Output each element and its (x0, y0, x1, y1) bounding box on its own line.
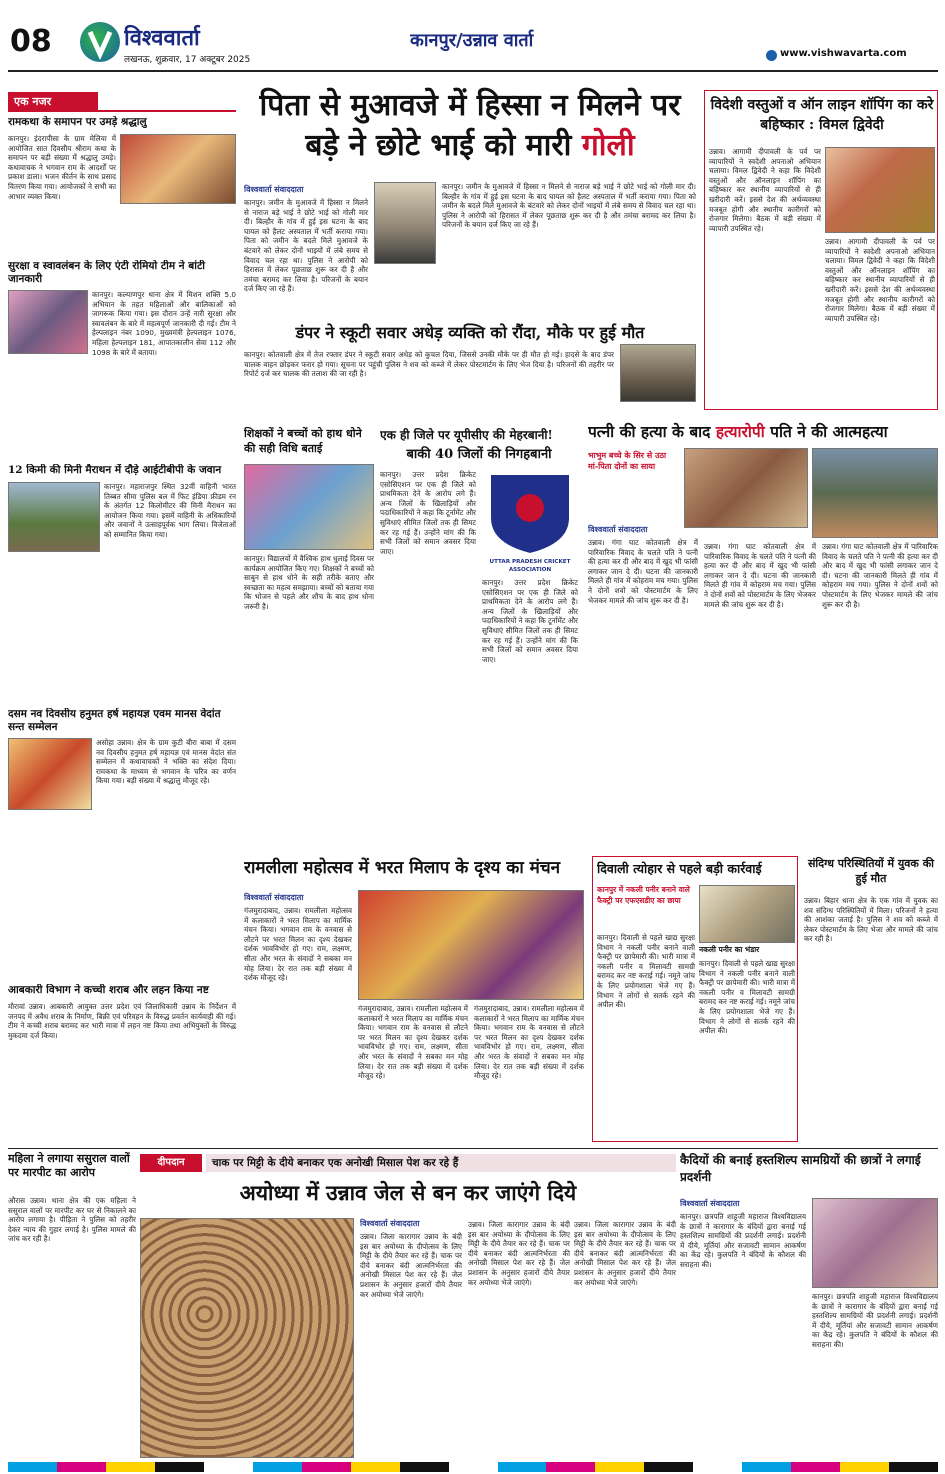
ramleela-photo (358, 890, 584, 1000)
dumper-body: कानपुर। कोतवाली क्षेत्र में तेज रफ्तार डंपर ने स्कूटी सवार अधेड़ को कुचल दिया, जिससे उनकी मौके पर ही मौत हो गई। हादसे के बाद डंपर चालक वाहन छोड़कर फरार हो गया। सूचना पर पहुंची पुलिस ने शव को कब्जे में लेकर पोस्टमार्टम के लिए भेज दिया है। परिजनों की तहरीर पर रिपोर्ट दर्ज कर चालक की तलाश की जा रही है। (244, 350, 614, 379)
item-title: दसम नव दिवसीय हनुमत हर्ष महायज्ञ एवम मानस वेदांत सन्त सम्मेलन (8, 708, 221, 733)
item-ramkatha (8, 116, 236, 258)
deepdan-photo (140, 1218, 354, 1458)
upca-headline-1: एक ही जिले पर यूपीसीए की मेहरबानी! (380, 428, 553, 442)
upca-logo-text: UTTAR PRADESH CRICKET ASSOCIATION (489, 559, 571, 573)
videshi-story (704, 90, 938, 410)
ramleela-body: गंजमुरादाबाद, उन्नाव। रामलीला महोत्सव में कलाकारों ने भरत मिलाप का मार्मिक मंचन किया। भगवान राम के वनवास से लौटने पर भरत मिलन का दृश्य देखकर दर्शक भावविभोर हो गए। राम, लक्ष्मण, सीता और भरत के संवादों ने सबका मन मोह लिया। देर रात तक बड़ी संख्या में दर्शक मौजूद रहे। (244, 906, 352, 983)
item-body: असोहा उन्नाव। क्षेत्र के ग्राम कुटी बीरा बाबा में दसम नव दिवसीय हनुमत हर्ष महायज्ञ एवं मानस वेदांत संत सम्मेलन में कथावाचकों ने भक्ति का संदेश दिया। रामकथा के माध्यम से भगवान के चरित्र का वर्णन किया गया। बड़ी संख्या में श्रद्धालु मौजूद रहे। (96, 738, 236, 786)
deepdan-tag: दीपदान (140, 1154, 202, 1172)
diwali-photo (699, 885, 795, 943)
sandigdh-story (804, 856, 938, 1142)
page-header (0, 0, 945, 76)
patni-body: उन्नाव। गंगा घाट कोतवाली क्षेत्र में पारिवारिक विवाद के चलते पति ने पत्नी की हत्या कर दी और बाद में खुद भी फांसी लगाकर जान दे दी। घटना की जानकारी मिलते ही गांव में कोहराम मच गया। पुलिस ने दोनों शवों को पोस्टमार्टम के लिए भेजकर मामले की जांच शुरू कर दी है। (588, 538, 698, 605)
diwali-kicker: कानपुर में नकली पनीर बनाने वाले फैक्ट्री पर एफएसडीए का छापा (597, 885, 690, 905)
item-suraksha (8, 260, 236, 462)
item-title: सुरक्षा व स्वावलंबन के लिए एंटी रोमियो टीम ने बांटी जानकारी (8, 260, 205, 285)
item-hanumat (8, 708, 236, 978)
patni-headline (588, 420, 938, 446)
lead-photo (374, 182, 436, 264)
lead-headline-text: पिता से मुआवजे में हिस्सा न मिलने पर बड़े ने छोटे भाई को मारी (259, 88, 681, 163)
deepdan-byline: विश्ववार्ता संवाददाता (360, 1219, 420, 1228)
lead-body-cont: कानपुर। जमीन के मुआवजे में हिस्सा न मिलने से नाराज बड़े भाई ने छोटे भाई को गोली मार दी। बिल्हौर के गांव में हुई इस घटना के बाद घायल को हैलट अस्पताल में भर्ती कराया गया। पिता को जमीन के बदले मिले मुआवजे के बंटवारे को लेकर दोनों भाइयों में लंबे समय से विवाद चल रहा था। पुलिस ने आरोपी को हिरासत में लेकर पूछताछ शुरू कर दी है और तमंचा बरामद कर लिया है। परिजनों के बयान दर्ज किए जा रहे हैं। (442, 182, 696, 230)
dumper-headline: डंपर ने स्कूटी सवार अधेड़ व्यक्ति को रौंदा, मौके पर हुई मौत (295, 323, 645, 342)
ek-nazar-rule (8, 110, 236, 112)
diwali-headline: दिवाली त्योहार से पहले बड़ी कार्रवाई (597, 861, 762, 876)
lead-headline (244, 86, 696, 170)
header-rule (8, 70, 938, 72)
kaidi-body-cont: कानपुर। छत्रपति शाहूजी महाराज विश्वविद्यालय के छात्रों ने कारागार के बंदियों द्वारा बनाई गई हस्तशिल्प सामग्रियों की प्रदर्शनी लगाई। प्रदर्शनी में दीये, मूर्तियां और सजावटी सामान आकर्षण का केंद्र रहे। कुलपति ने बंदियों के कौशल की सराहना की। (812, 1292, 938, 1349)
mahila-body: औरास उन्नाव। थाना क्षेत्र की एक महिला ने ससुराल वालों पर मारपीट कर घर से निकालने का आरोप लगाया है। पीड़िता ने पुलिस को तहरीर देकर न्याय की गुहार लगाई है। पुलिस मामले की जांच कर रही है। (8, 1196, 136, 1244)
lead-byline: विश्ववार्ता संवाददाता (244, 185, 304, 194)
deepdan-body-cont-2: उन्नाव। जिला कारागार उन्नाव के बंदी इस बार अयोध्या के दीपोत्सव के लिए मिट्टी के दीये तैयार कर रहे हैं। चाक पर दीये बनाकर बंदी आत्मनिर्भरता की अनोखी मिसाल पेश कर रहे हैं। जेल प्रशासन के अनुसार हजारों दीये तैयार कर अयोध्या भेजे जाएंगे। (574, 1220, 676, 1287)
deepdan-body-cont: उन्नाव। जिला कारागार उन्नाव के बंदी इस बार अयोध्या के दीपोत्सव के लिए मिट्टी के दीये तैयार कर रहे हैं। चाक पर दीये बनाकर बंदी आत्मनिर्भरता की अनोखी मिसाल पेश कर रहे हैं। जेल प्रशासन के अनुसार हजारों दीये तैयार कर अयोध्या भेजे जाएंगे। (468, 1220, 570, 1287)
patni-headline-text: पत्नी की हत्या के बाद (588, 422, 711, 441)
patni-headline-text-2: पति ने की आत्महत्या (770, 422, 888, 441)
upca-headline-2: बाकी 40 जिलों की निगहबानी (406, 447, 552, 462)
page-number: 08 (10, 24, 52, 59)
sandigdh-body: उन्नाव। बिहार थाना क्षेत्र के एक गांव में युवक का शव संदिग्ध परिस्थितियों में मिला। परिजनों ने हत्या की आशंका जताई है। पुलिस ने शव को कब्जे में लेकर पोस्टमार्टम के लिए भेजा और मामले की जांच कर रही है। (804, 896, 938, 944)
shikshak-body: कानपुर। विद्यालयों में वैश्विक हाथ धुलाई दिवस पर कार्यक्रम आयोजित किए गए। शिक्षकों ने बच्चों को साबुन से हाथ धोने के सही तरीके बताए और स्वच्छता का महत्व समझाया। बच्चों को बताया गया कि भोजन से पहले और शौच के बाद हाथ धोना जरूरी है। (244, 554, 374, 611)
patni-kicker: भाभुम बच्चे के सिर से उठा मां-पिता दोनों का साया (588, 451, 667, 471)
sandigdh-headline: संदिग्ध परिस्थितियों में युवक की हुई मौत (808, 857, 934, 885)
item-body: मौरावां उन्नाव। आबकारी आयुक्त उत्तर प्रदेश एवं जिलाधिकारी उन्नाव के निर्देशन में जनपद में अवैध शराब के निर्माण, बिक्री एवं परिवहन के विरुद्ध प्रवर्तन कार्यवाही की गई। टीम ने कच्ची शराब बरामद कर भारी मात्रा में लहन नष्ट किया तथा अभियुक्तों के विरुद्ध मुकदमा दर्ज किया। (8, 1002, 236, 1040)
ramleela-byline: विश्ववार्ता संवाददाता (244, 893, 304, 902)
item-photo (8, 482, 100, 552)
kaidi-photo (812, 1198, 938, 1288)
ramleela-headline: रामलीला महोत्सव में भरत मिलाप के दृश्य का मंचन (244, 858, 561, 878)
section-title: कानपुर/उन्नाव वार्ता (410, 30, 534, 51)
left-column (8, 92, 236, 1212)
diwali-sub: नकली पनीर का भंडार (699, 945, 760, 954)
upca-story (380, 426, 578, 846)
item-title: 12 किमी की मिनी मैराथन में दौड़े आईटीबीपी के जवान (8, 464, 222, 476)
videshi-body: उन्नाव। आगामी दीपावली के पर्व पर व्यापारियों ने स्वदेशी अपनाओ अभियान चलाया। विमल द्विवेदी ने कहा कि विदेशी वस्तुओं और ऑनलाइन शॉपिंग का बहिष्कार कर स्थानीय व्यापारियों से ही खरीदारी करें। इससे देश की अर्थव्यवस्था मजबूत होगी और स्थानीय कारीगरों को रोजगार मिलेगा। बैठक में बड़ी संख्या में व्यापारी उपस्थित रहे। (709, 147, 821, 233)
shikshak-photo (244, 464, 374, 550)
ramleela-body-cont: गंजमुरादाबाद, उन्नाव। रामलीला महोत्सव में कलाकारों ने भरत मिलाप का मार्मिक मंचन किया। भगवान राम के वनवास से लौटने पर भरत मिलन का दृश्य देखकर दर्शक भावविभोर हो गए। राम, लक्ष्मण, सीता और भरत के संवादों ने सबका मन मोह लिया। देर रात तक बड़ी संख्या में दर्शक मौजूद रहे। (358, 1004, 468, 1081)
bottom-rule (8, 1148, 938, 1149)
ek-nazar-label: एक नजर (8, 92, 98, 110)
diwali-story (592, 856, 798, 1142)
kaidi-body: कानपुर। छत्रपति शाहूजी महाराज विश्वविद्यालय के छात्रों ने कारागार के बंदियों द्वारा बनाई गई हस्तशिल्प सामग्रियों की प्रदर्शनी लगाई। प्रदर्शनी में दीये, मूर्तियां और सजावटी सामान आकर्षण का केंद्र रहे। कुलपति ने बंदियों के कौशल की सराहना की। (680, 1212, 806, 1269)
mahila-story (8, 1150, 136, 1458)
item-title: आबकारी विभाग ने कच्ची शराब और लहन किया नष्ट (8, 984, 209, 996)
diwali-body: कानपुर। दिवाली से पहले खाद्य सुरक्षा विभाग ने नकली पनीर बनाने वाली फैक्ट्री पर छापेमारी की। भारी मात्रा में नकली पनीर व मिलावटी सामग्री बरामद कर नष्ट कराई गई। नमूने जांच के लिए प्रयोगशाला भेजे गए हैं। विभाग ने लोगों से सतर्क रहने की अपील की। (597, 933, 695, 1010)
videshi-headline: विदेशी वस्तुओं व ऑन लाइन शॉपिंग का करे बहिष्कार : विमल द्विवेदी (710, 97, 934, 133)
item-photo (120, 134, 236, 204)
shikshak-headline: शिक्षकों ने बच्चों को हाथ धोने की सही विधि बताई (244, 427, 362, 455)
masthead-logo-icon (80, 22, 120, 62)
kaidi-headline: कैदियों की बनाई हस्तशिल्प सामग्रियों की छात्रों ने लगाई प्रदर्शनी (680, 1153, 921, 1184)
paper-name: विश्ववार्ता (124, 26, 200, 50)
videshi-body-cont: उन्नाव। आगामी दीपावली के पर्व पर व्यापारियों ने स्वदेशी अपनाओ अभियान चलाया। विमल द्विवेदी ने कहा कि विदेशी वस्तुओं और ऑनलाइन शॉपिंग का बहिष्कार कर स्थानीय व्यापारियों से ही खरीदारी करें। इससे देश की अर्थव्यवस्था मजबूत होगी और स्थानीय कारीगरों को रोजगार मिलेगा। बैठक में बड़ी संख्या में व्यापारी उपस्थित रहे। (825, 237, 935, 323)
deepdan-body: उन्नाव। जिला कारागार उन्नाव के बंदी इस बार अयोध्या के दीपोत्सव के लिए मिट्टी के दीये तैयार कर रहे हैं। चाक पर दीये बनाकर बंदी आत्मनिर्भरता की अनोखी मिसाल पेश कर रहे हैं। जेल प्रशासन के अनुसार हजारों दीये तैयार कर अयोध्या भेजे जाएंगे। (360, 1232, 462, 1299)
patni-story (584, 420, 938, 850)
deepdan-headline: अयोध्या में उन्नाव जेल से बन कर जाएंगे दिये (239, 1180, 577, 1205)
diwali-body-cont: कानपुर। दिवाली से पहले खाद्य सुरक्षा विभाग ने नकली पनीर बनाने वाली फैक्ट्री पर छापेमारी की। भारी मात्रा में नकली पनीर व मिलावटी सामग्री बरामद कर नष्ट कराई गई। नमूने जांच के लिए प्रयोगशाला भेजे गए हैं। विभाग ने लोगों से सतर्क रहने की अपील की। (699, 959, 795, 1036)
lead-story (244, 86, 696, 316)
lead-headline-red: गोली (581, 128, 635, 163)
patni-headline-red: हत्यारोपी (715, 422, 765, 441)
upca-body-cont: कानपुर। उत्तर प्रदेश क्रिकेट एसोसिएशन पर एक ही जिले को प्राथमिकता देने के आरोप लगे हैं। अन्य जिलों के खिलाड़ियों और पदाधिकारियों ने कहा कि टूर्नामेंट और सुविधाएं सीमित जिलों तक ही सिमट कर रह गई हैं। उन्होंने मांग की कि सभी जिलों को समान अवसर दिया जाए। (482, 578, 578, 664)
mahila-headline: महिला ने लगाया ससुराल वालों पर मारपीट का आरोप (8, 1152, 130, 1179)
patni-photo-1 (684, 448, 808, 528)
item-photo (8, 290, 88, 354)
patni-photo-2 (812, 448, 938, 538)
item-photo (8, 738, 92, 810)
website-link[interactable]: www.vishwavarta.com (780, 48, 907, 59)
website-globe-icon (766, 50, 777, 61)
patni-byline: विश्ववार्ता संवाददाता (588, 525, 648, 534)
videshi-photo (825, 147, 935, 233)
item-body: कानपुर। कल्याणपुर थाना क्षेत्र में मिशन शक्ति 5.0 अभियान के तहत महिलाओं और बालिकाओं को जागरूक किया गया। इस दौरान उन्हें नारी सुरक्षा और स्वावलंबन के बारे में महत्वपूर्ण जानकारी दी गई। टीम ने हेल्पलाइन नंबर 1090, मुख्यमंत्री हेल्पलाइन 1076, महिला हेल्पलाइन 181, आपातकालीन सेवा 112 और 1098 के बारे में बताया। (92, 290, 236, 357)
kaidi-story (680, 1150, 938, 1458)
upca-logo-icon (482, 470, 578, 556)
item-body: कानपुर। महाराजपुर स्थित 32वीं वाहिनी भारत तिब्बत सीमा पुलिस बल में फिट इंडिया फ्रीडम रन के अंतर्गत 12 किलोमीटर की मिनी मैराथन का आयोजन किया गया। इसमें वाहिनी के अधिकारियों और जवानों ने उत्साहपूर्वक भाग लिया। विजेताओं को सम्मानित किया गया। (104, 482, 236, 539)
deepdan-story (140, 1150, 676, 1458)
shikshak-story (244, 426, 374, 846)
lead-body: कानपुर। जमीन के मुआवजे में हिस्सा न मिलने से नाराज बड़े भाई ने छोटे भाई को गोली मार दी। बिल्हौर के गांव में हुई इस घटना के बाद घायल को हैलट अस्पताल में भर्ती कराया गया। पिता को जमीन के बदले मिले मुआवजे के बंटवारे को लेकर दोनों भाइयों में लंबे समय से विवाद चल रहा था। पुलिस ने आरोपी को हिरासत में लेकर पूछताछ शुरू कर दी है और तमंचा बरामद कर लिया है। परिजनों के बयान दर्ज किए जा रहे हैं। (244, 198, 368, 294)
upca-body: कानपुर। उत्तर प्रदेश क्रिकेट एसोसिएशन पर एक ही जिले को प्राथमिकता देने के आरोप लगे हैं। अन्य जिलों के खिलाड़ियों और पदाधिकारियों ने कहा कि टूर्नामेंट और सुविधाएं सीमित जिलों तक ही सिमट कर रह गई हैं। उन्होंने मांग की कि सभी जिलों को समान अवसर दिया जाए। (380, 470, 476, 556)
item-title: रामकथा के समापन पर उमड़े श्रद्धालु (8, 116, 147, 128)
deepdan-strap: चाक पर मिट्टी के दीये बनाकर एक अनोखी मिसाल पेश कर रहे हैं (206, 1154, 676, 1172)
dumper-story (244, 322, 696, 420)
patni-body-cont-2: उन्नाव। गंगा घाट कोतवाली क्षेत्र में पारिवारिक विवाद के चलते पति ने पत्नी की हत्या कर दी और बाद में खुद भी फांसी लगाकर जान दे दी। घटना की जानकारी मिलते ही गांव में कोहराम मच गया। पुलिस ने दोनों शवों को पोस्टमार्टम के लिए भेजकर मामले की जांच शुरू कर दी है। (822, 542, 938, 609)
color-registration-strip (8, 1462, 938, 1472)
ramleela-story (244, 852, 584, 1142)
item-body: कानपुर। इंदरापीसा के ग्राम मेलिया में आयोजित सात दिवसीय श्रीराम कथा के समापन पर बड़ी संख्या में श्रद्धालु उमड़े। कथावाचक ने भगवान राम के आदर्शों पर प्रकाश डाला। भजन कीर्तन के साथ प्रसाद वितरण किया गया। आयोजकों ने सभी का आभार व्यक्त किया। (8, 134, 116, 201)
dumper-photo (620, 344, 696, 402)
dateline: लखनऊ, शुक्रवार, 17 अक्टूबर 2025 (124, 55, 251, 65)
kaidi-byline: विश्ववार्ता संवाददाता (680, 1199, 740, 1208)
item-marathon (8, 464, 236, 704)
patni-body-cont: उन्नाव। गंगा घाट कोतवाली क्षेत्र में पारिवारिक विवाद के चलते पति ने पत्नी की हत्या कर दी और बाद में खुद भी फांसी लगाकर जान दे दी। घटना की जानकारी मिलते ही गांव में कोहराम मच गया। पुलिस ने दोनों शवों को पोस्टमार्टम के लिए भेजकर मामले की जांच शुरू कर दी है। (704, 542, 816, 609)
ramleela-body-cont-2: गंजमुरादाबाद, उन्नाव। रामलीला महोत्सव में कलाकारों ने भरत मिलाप का मार्मिक मंचन किया। भगवान राम के वनवास से लौटने पर भरत मिलन का दृश्य देखकर दर्शक भावविभोर हो गए। राम, लक्ष्मण, सीता और भरत के संवादों ने सबका मन मोह लिया। देर रात तक बड़ी संख्या में दर्शक मौजूद रहे। (474, 1004, 584, 1081)
